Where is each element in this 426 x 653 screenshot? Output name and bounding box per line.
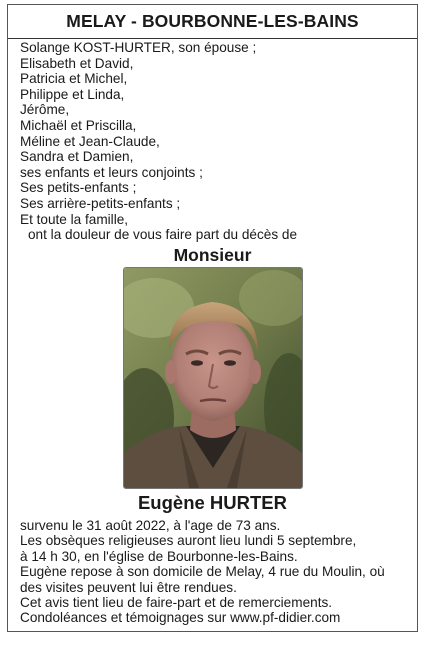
family-line: ses enfants et leurs conjoints ; — [20, 164, 203, 180]
funeral-details — [20, 518, 412, 626]
family-line: Ses arrière-petits-enfants ; — [20, 195, 181, 211]
family-line: Méline et Jean-Claude, — [20, 133, 160, 149]
family-line: Patricia et Michel, — [20, 71, 128, 87]
family-line: Jérôme, — [20, 102, 70, 118]
family-line: Ses petits-enfants ; — [20, 180, 137, 196]
family-list — [20, 40, 410, 243]
family-line: Philippe et Linda, — [20, 86, 125, 102]
detail-line: Les obsèques religieuses auront lieu lundi 5 septembre, — [20, 533, 357, 549]
detail-line: survenu le 31 août 2022, à l'age de 73 ans. — [20, 518, 281, 533]
family-line: Michaël et Priscilla, — [20, 117, 137, 133]
honorific: Monsieur — [173, 245, 252, 265]
detail-line: Condoléances et témoignages sur www.pf-didier.com — [20, 610, 341, 626]
announcement-line: ont la douleur de vous faire part du décès de — [28, 227, 298, 243]
detail-line: des visites peuvent lui être rendues. — [20, 579, 237, 595]
portrait-photo — [123, 267, 303, 489]
detail-line: à 14 h 30, en l'église de Bourbonne-les-Bains. — [20, 548, 298, 564]
detail-line: Eugène repose à son domicile de Melay, 4 rue du Moulin, où — [20, 564, 385, 580]
family-line: Et toute la famille, — [20, 211, 129, 227]
family-line: Sandra et Damien, — [20, 149, 134, 165]
notice-location-title: MELAY - BOURBONNE-LES-BAINS — [66, 11, 359, 31]
header-divider — [8, 38, 417, 39]
deceased-name: Eugène HURTER — [137, 492, 288, 513]
obituary-notice — [7, 4, 418, 632]
detail-line: Cet avis tient lieu de faire-part et de remerciements. — [20, 595, 333, 611]
family-line: Elisabeth et David, — [20, 55, 134, 71]
family-line: Solange KOST-HURTER, son épouse ; — [20, 40, 257, 55]
